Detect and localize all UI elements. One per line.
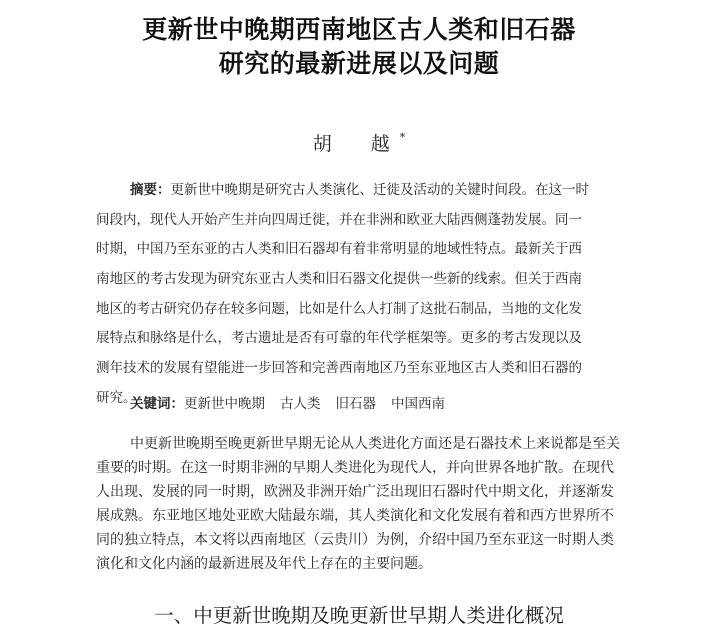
- abstract-line: 南地区的考古发现为研究东亚古人类和旧石器文化提供一些新的线索。但关于西南: [96, 271, 582, 288]
- keyword: 古人类: [280, 396, 321, 412]
- keyword: 中国西南: [391, 396, 445, 412]
- author-name-text: 胡 越: [312, 133, 400, 155]
- abstract-line: 研究。: [96, 389, 137, 406]
- body-line: 中更新世晚期至晚更新世早期无论从人类进化方面还是石器技术上来说都是至关: [130, 436, 620, 452]
- abstract-line: 时期，中国乃至东亚的古人类和旧石器却有着非常明显的地域性特点。最新关于西: [96, 241, 582, 258]
- keywords-label: 关键词：: [130, 396, 184, 412]
- body-line: 人出现、发展的同一时期，欧洲及非洲开始广泛出现旧石器时代中期文化，并逐渐发: [96, 484, 614, 500]
- title-line-2: 研究的最新进展以及问题: [218, 49, 500, 78]
- abstract-line: 测年技术的发展有望能进一步回答和完善西南地区乃至东亚地区古人类和旧石器的: [96, 360, 582, 377]
- abstract: [96, 176, 634, 414]
- abstract-label: 摘要：: [130, 182, 171, 198]
- body-paragraph: [96, 432, 636, 576]
- title-line-1: 更新世中晚期西南地区古人类和旧石器: [142, 15, 576, 44]
- keywords: [130, 392, 460, 416]
- abstract-text: 更新世中晚期是研究古人类演化、迁徙及活动的关键时间段。在这一时: [170, 182, 589, 198]
- body-line: 重要的时期。在这一时期非洲的早期人类进化为现代人，并向世界各地扩散。在现代: [96, 460, 614, 476]
- author-footnote-mark: *: [399, 131, 406, 144]
- abstract-line: [96, 176, 634, 206]
- section-heading: 一、中更新世晚期及晚更新世早期人类进化概况: [154, 604, 564, 627]
- abstract-line: 地区的考古研究仍存在较多问题，比如是什么人打制了这批石制品，当地的文化发: [96, 300, 582, 317]
- abstract-line: 间段内，现代人开始产生并向四周迁徙，并在非洲和欧亚大陆西侧蓬勃发展。同一: [96, 211, 582, 228]
- keyword: 更新世中晚期: [184, 396, 265, 412]
- keyword: 旧石器: [335, 396, 376, 412]
- body-line: 同的独立特点，本文将以西南地区（云贵川）为例，介绍中国乃至东亚这一时期人类: [96, 532, 614, 548]
- body-line: 展成熟。东亚地区地处亚欧大陆最东端，其人类演化和文化发展有着和西方世界所不: [96, 508, 614, 524]
- body-line: 演化和文化内涵的最新进展及年代上存在的主要问题。: [96, 556, 432, 572]
- author-name: [0, 125, 718, 157]
- abstract-line: 展特点和脉络是什么，考古遗址是否有可靠的年代学框架等。更多的考古发现以及: [96, 330, 582, 347]
